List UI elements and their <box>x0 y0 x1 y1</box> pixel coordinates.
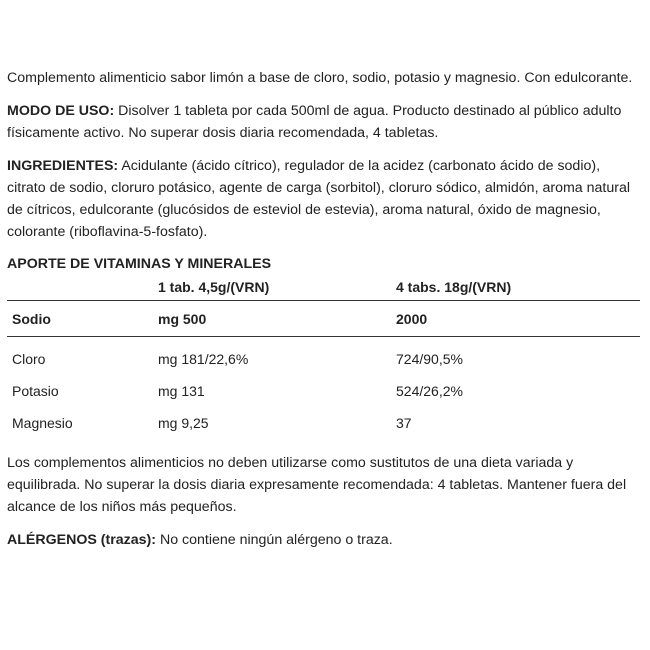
table-row <box>7 301 640 337</box>
table-cell: mg 131 <box>158 383 205 399</box>
usage-label: MODO DE USO: <box>7 103 115 119</box>
table-header-cell: 4 tabs. 18g/(VRN) <box>396 279 512 295</box>
ingredients-text: Acidulante (ácido cítrico), regulador de la acidez (carbonato ácido de sodio), citrato de sodio, cloruro potásico, agente de carga (sorbitol), cloruro sódico, almidón, aroma natural de cítricos, edulcorante (glucósidos de esteviol de estevia), aroma natural, óxido de magnesio, colorante (riboflavina-5-fosfato). <box>7 158 630 240</box>
product-description: Complemento alimenticio sabor limón a base de cloro, sodio, potasio y magnesio. Con edulcorante. <box>7 70 633 86</box>
table-header-row <box>7 276 640 301</box>
table-cell: 37 <box>396 415 412 431</box>
table-cell: 2000 <box>396 310 428 327</box>
nutrition-table-title: APORTE DE VITAMINAS Y MINERALES <box>7 256 272 272</box>
ingredients-section <box>7 155 639 243</box>
table-header-cell <box>7 276 158 301</box>
ingredients-label: INGREDIENTES: <box>7 158 119 174</box>
table-cell: 724/90,5% <box>396 351 463 367</box>
table-cell: Cloro <box>12 351 46 367</box>
nutrition-table <box>7 276 640 439</box>
usage-section <box>7 100 639 144</box>
warning-text: Los complementos alimenticios no deben utilizarse como sustitutos de una dieta variada y equilibrada. No superar la dosis diaria expresamente recomendada: 4 tabletas. Mantener fuera del alcance de los niños más pequeños. <box>7 455 627 515</box>
usage-text: Disolver 1 tableta por cada 500ml de agua. Producto destinado al público adulto físicamente activo. No superar dosis diaria recomendada, 4 tabletas. <box>7 103 622 141</box>
allergens-section <box>7 529 639 551</box>
table-header-cell: 1 tab. 4,5g/(VRN) <box>158 279 270 295</box>
table-row <box>7 337 640 376</box>
table-row <box>7 407 640 439</box>
table-cell: mg 500 <box>158 310 207 327</box>
table-cell: mg 181/22,6% <box>158 351 249 367</box>
table-cell: Sodio <box>12 310 51 327</box>
table-cell: Potasio <box>12 383 59 399</box>
product-info <box>7 67 639 562</box>
allergens-text: No contiene ningún alérgeno o traza. <box>159 532 393 548</box>
allergens-label: ALÉRGENOS (trazas): <box>7 532 156 548</box>
table-row <box>7 375 640 407</box>
table-cell: Magnesio <box>12 415 73 431</box>
table-cell: 524/26,2% <box>396 383 463 399</box>
table-cell: mg 9,25 <box>158 415 209 431</box>
